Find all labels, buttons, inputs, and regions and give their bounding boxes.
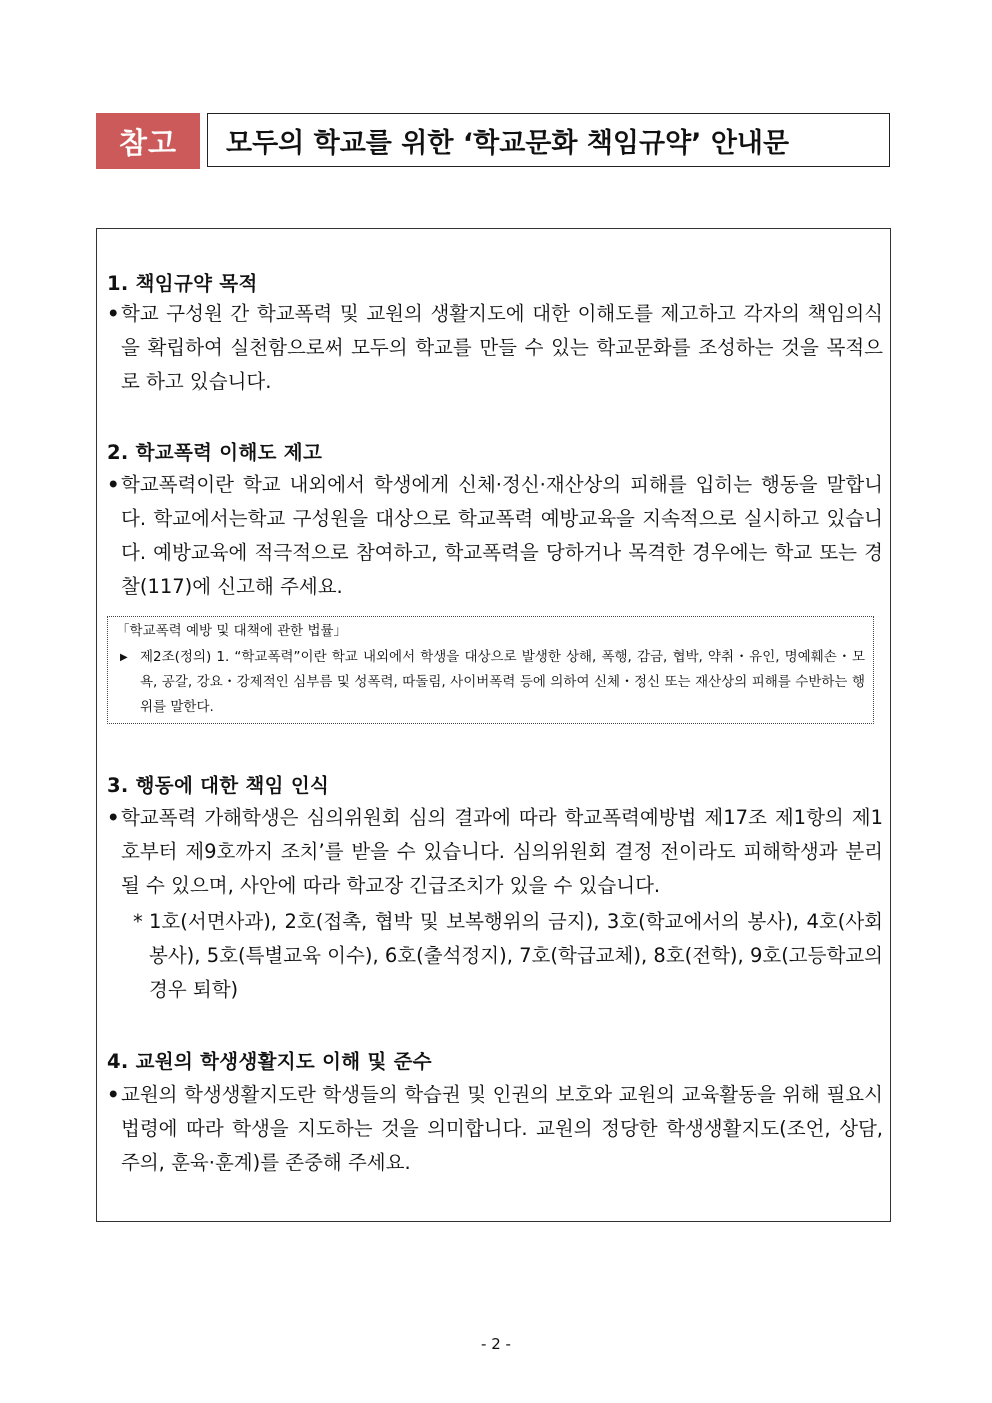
law-article xyxy=(116,645,865,720)
law-title: 「학교폭력 예방 및 대책에 관한 법률」 xyxy=(116,623,348,639)
section-1-heading: 1. 책임규약 목적 xyxy=(107,272,258,295)
section-4-bullet xyxy=(107,1078,883,1180)
section-3-bullet xyxy=(107,801,883,903)
footnote-asterisk: * xyxy=(133,910,143,933)
section-3-footnote xyxy=(133,905,883,1007)
section-1-text: 학교 구성원 간 학교폭력 및 교원의 생활지도에 대한 이해도를 제고하고 각자의 책임의식을 확립하여 실천함으로써 모두의 학교를 만들 수 있는 학교문화를 조성하는 것을 목적으로 하고 있습니다. xyxy=(121,302,883,393)
document-title: 모두의 학교를 위한 ‘학교문화 책임규약’ 안내문 xyxy=(226,127,790,159)
page-number: - 2 - xyxy=(481,1335,511,1353)
triangle-right-icon: ▶ xyxy=(120,652,128,663)
section-4-text: 교원의 학생생활지도란 학생들의 학습권 및 인권의 보호와 교원의 교육활동을 위해 필요시 법령에 따라 학생을 지도하는 것을 의미합니다. 교원의 정당한 학생생활지도(조언, 상담, 주의, 훈육·훈계)를 존중해 주세요. xyxy=(121,1083,883,1174)
section-3-text: 학교폭력 가해학생은 심의위원회 심의 결과에 따라 학교폭력예방법 제17조 제1항의 제1호부터 제9호까지 조치’를 받을 수 있습니다. 심의위원회 결정 전이라도 피해학생과 분리될 수 있으며, 사안에 따라 학교장 긴급조치가 있을 수 있습니다. xyxy=(121,806,883,897)
reference-tag: 참고 xyxy=(96,113,200,169)
section-1-bullet xyxy=(107,297,883,399)
bullet-icon: • xyxy=(107,473,120,496)
section-2-heading: 2. 학교폭력 이해도 제고 xyxy=(107,441,323,464)
section-3-footnote-text: 1호(서면사과), 2호(접촉, 협박 및 보복행위의 금지), 3호(학교에서의 봉사), 4호(사회봉사), 5호(특별교육 이수), 6호(출석정지), 7호(학급교체), 8호(전학), 9호(고등학교의 경우 퇴학) xyxy=(149,910,883,1001)
bullet-icon: • xyxy=(107,302,120,325)
section-3-heading: 3. 행동에 대한 책임 인식 xyxy=(107,774,330,797)
bullet-icon: • xyxy=(107,1083,120,1106)
section-2-text: 학교폭력이란 학교 내외에서 학생에게 신체·정신·재산상의 피해를 입히는 행동을 말합니다. 학교에서는학교 구성원을 대상으로 학교폭력 예방교육을 지속적으로 실시하고 있습니다. 예방교육에 적극적으로 참여하고, 학교폭력을 당하거나 목격한 경우에는 학교 또는 경찰(117)에 신고해 주세요. xyxy=(121,473,883,598)
section-2-bullet xyxy=(107,468,883,604)
bullet-icon: • xyxy=(107,806,120,829)
law-citation-box xyxy=(107,616,874,724)
section-4-heading: 4. 교원의 학생생활지도 이해 및 준수 xyxy=(107,1050,432,1073)
document-title-box xyxy=(207,113,890,167)
law-article-text: 제2조(정의) 1. “학교폭력”이란 학교 내외에서 학생을 대상으로 발생한 상해, 폭행, 감금, 협박, 약취・유인, 명예훼손・모욕, 공갈, 강요・강제적인 심부름 및 성폭력, 따돌림, 사이버폭력 등에 의하여 신체・정신 또는 재산상의 피해를 수반하는 행위를 말한다. xyxy=(140,649,865,715)
